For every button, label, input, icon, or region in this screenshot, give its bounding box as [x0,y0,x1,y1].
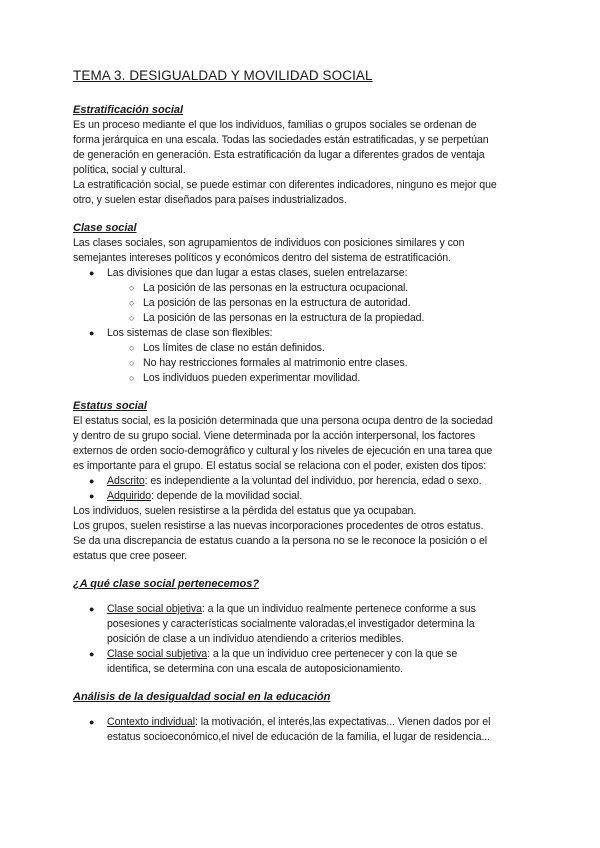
bullet-circle-icon: ○ [129,313,135,323]
paragraph-line: La estratificación social, se puede estimar con diferentes indicadores, ninguno es mejor que [73,179,497,191]
document-title: TEMA 3. DESIGUALDAD Y MOVILIDAD SOCIAL [73,68,373,83]
list-item-text: : a la que un individuo cree pertenecer y con la que se [207,648,458,660]
list-item-text: : la motivación, el interés,las expectativas... Vienen dados por el [195,716,491,728]
sub-list-item-text: La posición de las personas en la estructura ocupacional. [143,282,409,294]
paragraph-line: El estatus social, es la posición determinada que una persona ocupa dentro de la sociedad [73,415,493,427]
list-item-text: : depende de la movilidad social. [151,490,303,502]
term-clase-subjetiva: Clase social subjetiva [107,648,208,660]
bullet-circle-icon: ○ [129,298,135,308]
section-heading: Análisis de la desigualdad social en la educación [73,691,331,703]
list-item [73,489,533,504]
section-clase [73,221,533,386]
list-item [73,266,533,281]
paragraph-line: estatus que cree poseer. [73,550,188,562]
section-heading: ¿A qué clase social pertenecemos? [73,578,260,590]
paragraph-line: de generación en generación. Esta estratificación da lugar a diferentes grados de ventaja [73,149,485,161]
bullet-dot-icon: ● [89,268,95,278]
sub-list-item [73,341,533,356]
section-heading: Clase social [73,222,137,234]
term-contexto-individual: Contexto individual [107,716,195,728]
sub-list-item-text: Los límites de clase no están definidos. [143,342,325,354]
paragraph-line: forma jerárquica en una escala. Todas las sociedades están estratificadas, y se perpetúan [73,134,489,146]
list-item [73,474,533,489]
paragraph-line: Los individuos, suelen resistirse a la pérdida del estatus que ya ocupaban. [73,505,417,517]
bullet-list [73,326,533,341]
paragraph-line: es importante para el grupo. El estatus social se relaciona con el poder, existen dos tipos: [73,460,487,472]
section-heading: Estratificación social [73,104,184,116]
sub-list-item-text: La posición de las personas en la estructura de autoridad. [143,297,411,309]
term-clase-objetiva: Clase social objetiva [107,603,202,615]
paragraph-line: semejantes intereses políticos y económicos dentro del sistema de estratificación. [73,252,451,264]
sub-list-item [73,296,533,311]
bullet-list [73,474,533,504]
paragraph-line: Se da una discrepancia de estatus cuando a la persona no se le reconoce la posición o el [73,535,488,547]
list-item-text: : a la que un individuo realmente pertenece conforme a sus [201,603,476,615]
list-item-text: Las divisiones que dan lugar a estas clases, suelen entrelazarse: [107,267,408,279]
section-estratificacion [73,103,533,208]
bullet-dot-icon: ● [89,604,95,614]
bullet-dot-icon: ● [89,491,95,501]
list-item-text: estatus socioeconómico,el nivel de educación de la familia, el lugar de residencia... [107,731,491,743]
bullet-dot-icon: ● [89,476,95,486]
sub-list-item [73,281,533,296]
section-analisis [73,690,533,745]
paragraph-line: y dentro de su grupo social. Viene determinada por la acción interpersonal, los factores [73,430,476,442]
sub-list-item [73,371,533,386]
term-adscrito: Adscrito [107,475,145,487]
bullet-dot-icon: ● [89,717,95,727]
sub-bullet-list [73,341,533,386]
bullet-list [73,602,533,677]
section-heading: Estatus social [73,400,147,412]
list-item-text: posición de clase a un individuo atendiendo a criterios medibles. [107,633,404,645]
bullet-list [73,266,533,281]
paragraph-line: Los grupos, suelen resistirse a las nuevas incorporaciones procedentes de otros estatus. [73,520,484,532]
bullet-dot-icon: ● [89,649,95,659]
bullet-dot-icon: ● [89,328,95,338]
paragraph-line: Las clases sociales, son agrupamientos de individuos con posiciones similares y con [73,237,465,249]
bullet-circle-icon: ○ [129,283,135,293]
sub-list-item-text: Los individuos pueden experimentar movilidad. [143,372,361,384]
sub-list-item [73,356,533,371]
document-page [73,68,533,758]
sub-list-item-text: La posición de las personas en la estructura de la propiedad. [143,312,425,324]
list-item [73,326,533,341]
paragraph-line: política, social y cultural. [73,164,186,176]
section-estatus [73,399,533,564]
paragraph-line: otro, y suelen estar diseñados para países industrializados. [73,194,347,206]
list-item [73,602,533,647]
term-adquirido: Adquirido [107,490,152,502]
section-pertenecemos [73,577,533,677]
paragraph-line: externos de orden socio-demográfico y cultural y los niveles de ejecución en una tarea que [73,445,493,457]
list-item-text: identifica, se determina con una escala de autoposicionamiento. [107,663,403,675]
sub-bullet-list [73,281,533,326]
bullet-circle-icon: ○ [129,373,135,383]
list-item [73,715,533,745]
bullet-list [73,715,533,745]
bullet-circle-icon: ○ [129,343,135,353]
list-item [73,647,533,677]
sub-list-item-text: No hay restricciones formales al matrimonio entre clases. [143,357,408,369]
list-item-text: : es independiente a la voluntad del individuo, por herencia, edad o sexo. [144,475,482,487]
bullet-circle-icon: ○ [129,358,135,368]
list-item-text: posesiones y características socialmente valoradas,el investigador determina la [107,618,475,630]
sub-list-item [73,311,533,326]
list-item-text: Los sistemas de clase son flexibles: [107,327,273,339]
paragraph-line: Es un proceso mediante el que los individuos, familias o grupos sociales se ordenan de [73,119,477,131]
